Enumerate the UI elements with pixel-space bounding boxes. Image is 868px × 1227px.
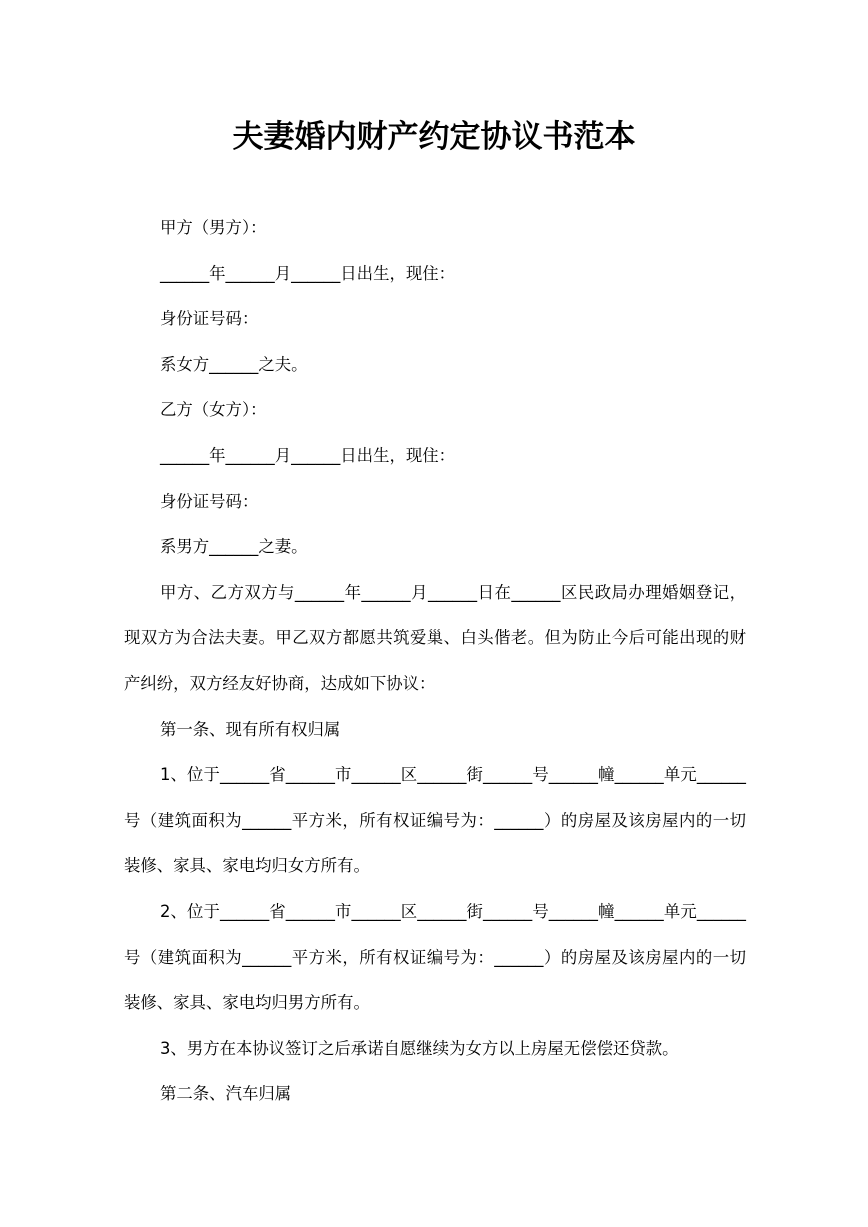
party-b-id-number: 身份证号码： [160,491,259,511]
article-one-clause-1: 1、位于______省______市______区______街______号______幢______单元______号（建筑面积为______平方米，所有权证编号为：______）的房屋及该房屋内的一切装修、家具、家电均归女方所有。 [124,765,746,876]
preamble-paragraph: 甲方、乙方双方与______年______月______日在______区民政局办理婚姻登记，现双方为合法夫妻。甲乙双方都愿共筑爱巢、白头偕老。但为防止今后可能出现的财产纠纷，双方经友好协商，达成如下协议： [124,582,746,693]
document-title: 夫妻婚内财产约定协议书范本 [232,119,636,155]
party-b-birth-address: ______年______月______日出生，现住： [160,445,456,465]
party-a-id-number: 身份证号码： [160,309,259,329]
party-a-heading: 甲方（男方）： [160,218,267,237]
document-body [124,205,746,1117]
party-a-relation: 系女方______之夫。 [160,354,308,374]
article-one-clause-2: 2、位于______省______市______区______街______号______幢______单元______号（建筑面积为______平方米，所有权证编号为：______）的房屋及该房屋内的一切装修、家具、家电均归男方所有。 [124,901,746,1013]
article-one-clause-3: 3、男方在本协议签订之后承诺自愿继续为女方以上房屋无偿偿还贷款。 [160,1038,679,1058]
party-b-relation: 系男方______之妻。 [160,537,308,557]
party-a-birth-address: ______年______月______日出生，现住： [160,263,456,283]
party-b-heading: 乙方（女方）： [160,400,267,420]
article-two-heading: 第二条、汽车归属 [160,1084,292,1104]
article-one-heading: 第一条、现有所有权归属 [160,719,341,739]
